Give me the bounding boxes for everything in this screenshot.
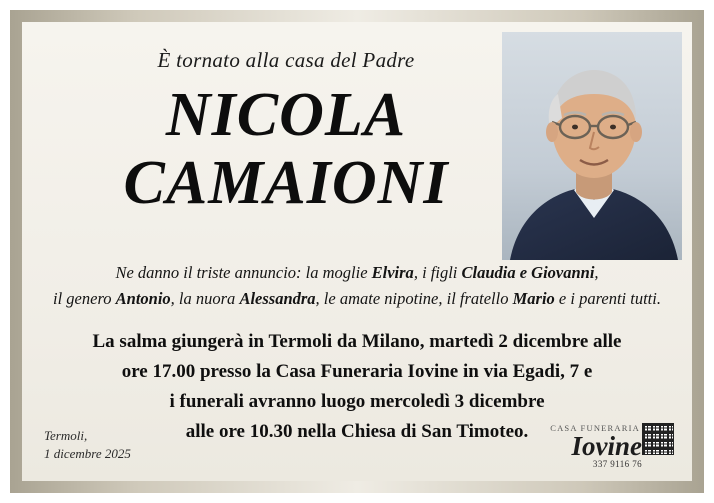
- announcement-line2-part1: il genero: [53, 289, 116, 308]
- place-and-date: [44, 427, 131, 463]
- headline-text: È tornato alla casa del Padre: [157, 48, 415, 72]
- announcement-line-2: [38, 286, 676, 312]
- announcement-text: [38, 260, 676, 312]
- family-name-brother: Mario: [512, 289, 555, 308]
- announcement-line2-part4: e i parenti tutti.: [554, 289, 661, 308]
- announcement-line1-part1: Ne danno il triste annuncio: la moglie: [115, 263, 372, 282]
- service-details-line-3: i funerali avranno luogo mercoledì 3 dicembre: [169, 391, 545, 412]
- logo-phone-number: 337 9116 76: [592, 459, 642, 469]
- service-details-line-1: La salma giungerà in Termoli da Milano, martedì 2 dicembre alle: [92, 331, 622, 352]
- logo-brand-name: Iovine: [571, 431, 642, 461]
- notice-paper: [22, 22, 692, 481]
- funeral-home-logo: [524, 423, 674, 469]
- qr-code-icon: [642, 423, 674, 455]
- family-name-children: Claudia e Giovanni: [461, 263, 595, 282]
- service-details-line-2: ore 17.00 presso la Casa Funeraria Iovine in via Egadi, 7 e: [121, 361, 593, 382]
- deceased-portrait-photo: [502, 32, 682, 260]
- place-text: Termoli,: [44, 428, 88, 443]
- announcement-line2-part3: , le amate nipotine, il fratello: [315, 289, 513, 308]
- family-name-wife: Elvira: [371, 263, 414, 282]
- announcement-line1-part2: , i figli: [413, 263, 462, 282]
- family-name-son-in-law: Antonio: [115, 289, 171, 308]
- date-text: 1 dicembre 2025: [44, 446, 131, 461]
- family-name-daughter-in-law: Alessandra: [239, 289, 316, 308]
- service-details-line-4: alle ore 10.30 nella Chiesa di San Timoteo.: [185, 421, 529, 442]
- deceased-last-name: CAMAIONI: [123, 149, 449, 217]
- deceased-first-name: NICOLA: [165, 81, 407, 149]
- announcement-line2-part2: , la nuora: [170, 289, 240, 308]
- logo-top-text: CASA FUNERARIA: [550, 423, 640, 433]
- announcement-line1-part3: ,: [594, 263, 599, 282]
- announcement-line-1: [38, 260, 676, 286]
